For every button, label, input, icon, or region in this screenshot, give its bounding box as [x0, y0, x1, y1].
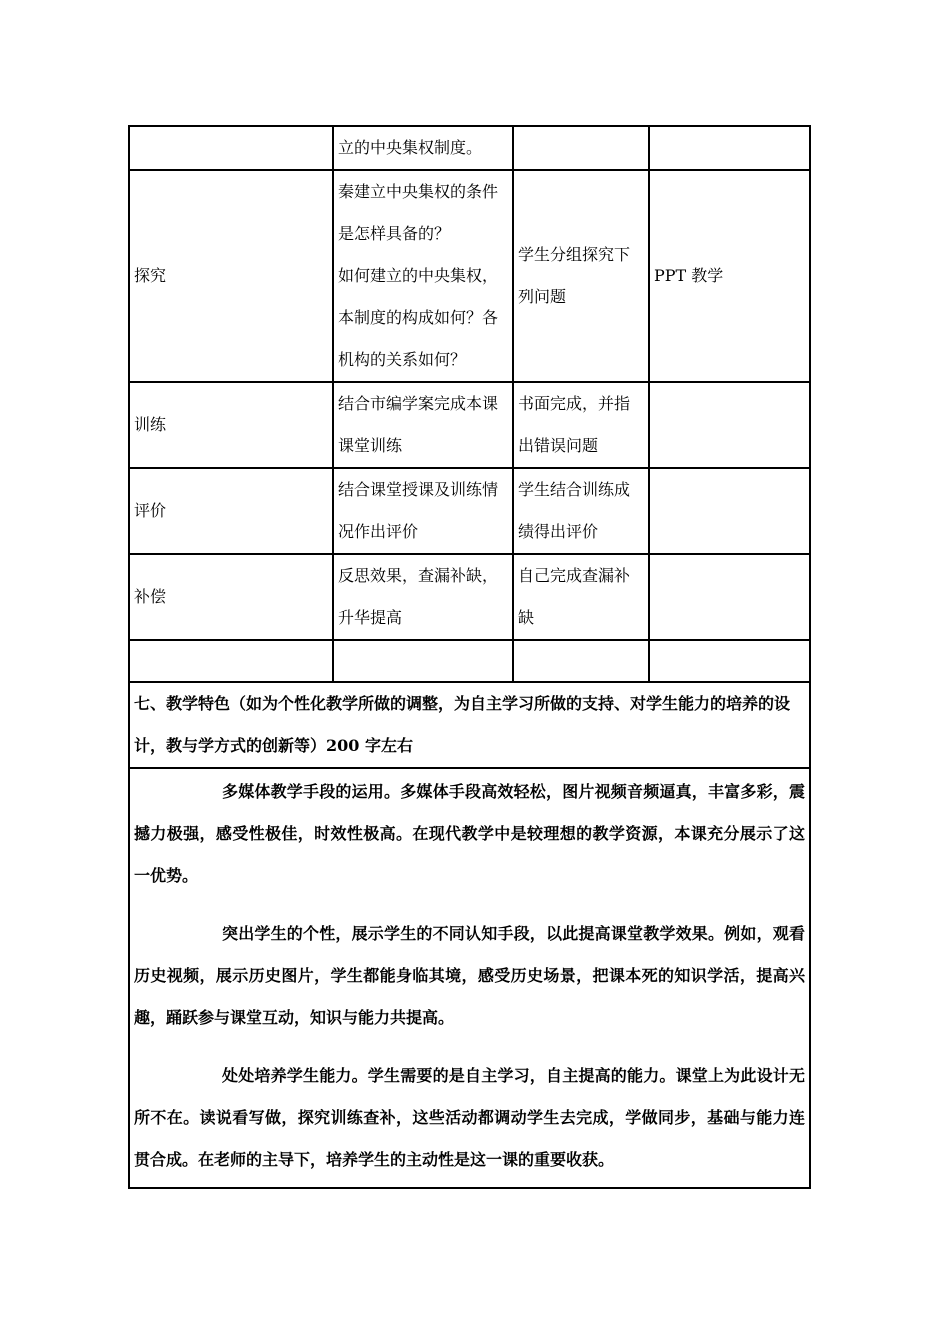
- table-row: [129, 640, 810, 682]
- content-cell: 立的中央集权制度。: [333, 126, 513, 170]
- content-cell: 结合市编学案完成本课 课堂训练: [333, 382, 513, 468]
- paragraph: 多媒体教学手段的运用。多媒体手段高效轻松，图片视频音频逼真，丰富多彩，震撼力极强，感受性极佳，时效性极高。在现代教学中是较理想的教学资源，本课充分展示了这一优势。: [134, 782, 805, 885]
- content-cell: 反思效果，查漏补缺， 升华提高: [333, 554, 513, 640]
- method-cell: [649, 468, 810, 554]
- method-cell: [649, 640, 810, 682]
- method-cell: PPT 教学: [649, 170, 810, 382]
- student-activity-cell: 自己完成查漏补 缺: [513, 554, 649, 640]
- section-heading-row: [129, 682, 810, 768]
- student-activity-cell: [513, 126, 649, 170]
- table-row: [129, 126, 810, 170]
- method-cell: [649, 382, 810, 468]
- stage-cell: 探究: [129, 170, 333, 382]
- table-row: [129, 468, 810, 554]
- teaching-process-table: [128, 125, 811, 1189]
- lesson-plan-page: [128, 125, 809, 1189]
- student-activity-cell: 书面完成，并指 出错误问题: [513, 382, 649, 468]
- content-cell: 秦建立中央集权的条件 是怎样具备的？ 如何建立的中央集权， 本制度的构成如何？各 机构的关系如何？: [333, 170, 513, 382]
- section-heading-cell: [129, 682, 810, 768]
- section-body-cell: [129, 768, 810, 1188]
- paragraph: 突出学生的个性，展示学生的不同认知手段，以此提高课堂教学效果。例如，观看历史视频，展示历史图片，学生都能身临其境，感受历史场景，把课本死的知识学活，提高兴趣，踊跃参与课堂互动，知识与能力共提高。: [134, 924, 805, 1027]
- section-7-body: [130, 769, 809, 1187]
- stage-cell: 补偿: [129, 554, 333, 640]
- content-cell: [333, 640, 513, 682]
- content-cell: 结合课堂授课及训练情 况作出评价: [333, 468, 513, 554]
- table-row: [129, 554, 810, 640]
- method-cell: [649, 126, 810, 170]
- method-cell: [649, 554, 810, 640]
- student-activity-cell: [513, 640, 649, 682]
- stage-cell: [129, 640, 333, 682]
- table-row: [129, 170, 810, 382]
- stage-cell: 评价: [129, 468, 333, 554]
- table-row: [129, 382, 810, 468]
- stage-cell: 训练: [129, 382, 333, 468]
- student-activity-cell: 学生结合训练成 绩得出评价: [513, 468, 649, 554]
- stage-cell: [129, 126, 333, 170]
- paragraph: 处处培养学生能力。学生需要的是自主学习，自主提高的能力。课堂上为此设计无所不在。读说看写做，探究训练查补，这些活动都调动学生去完成，学做同步，基础与能力连贯合成。在老师的主导下，培养学生的主动性是这一课的重要收获。: [134, 1066, 805, 1169]
- section-7-heading: 七、教学特色（如为个性化教学所做的调整，为自主学习所做的支持、对学生能力的培养的设计，教与学方式的创新等）200 字左右: [134, 694, 791, 755]
- student-activity-cell: 学生分组探究下 列问题: [513, 170, 649, 382]
- section-body-row: [129, 768, 810, 1188]
